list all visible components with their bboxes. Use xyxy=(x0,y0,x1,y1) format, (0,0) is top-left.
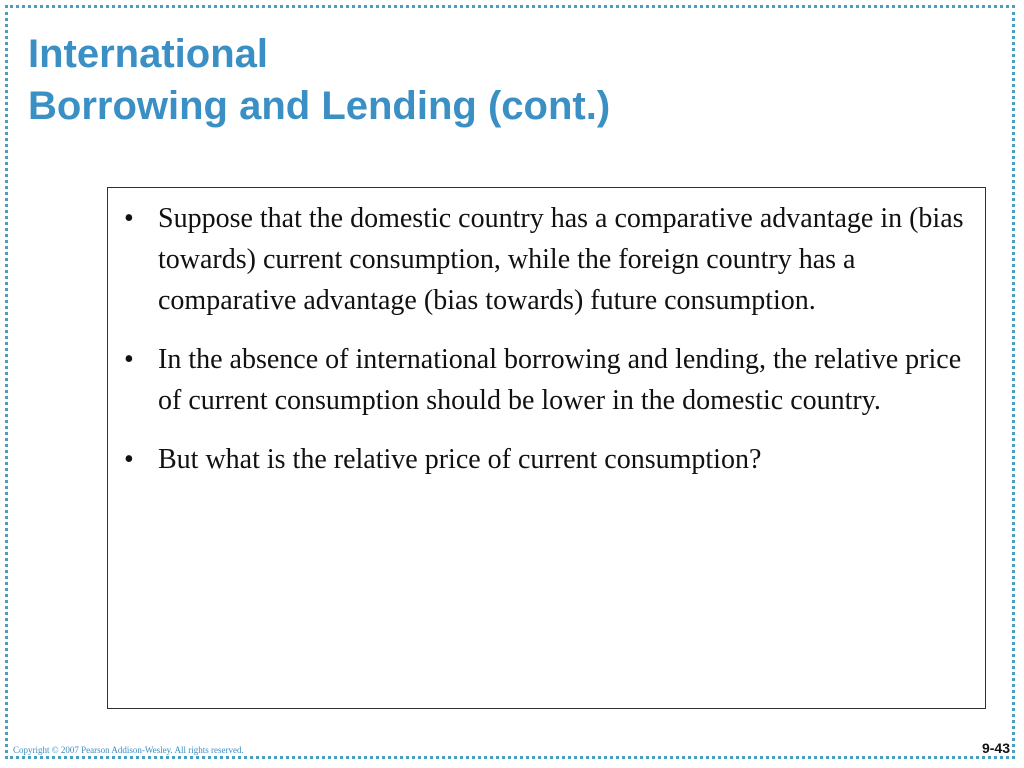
bullet-text: Suppose that the domestic country has a comparative advantage in (bias towards) current consumption, while the foreign country has a comparative advantage (bias towards) future consumption. xyxy=(158,203,964,316)
bullet-marker: • xyxy=(124,344,134,375)
bullet-marker: • xyxy=(124,444,134,475)
slide-title xyxy=(28,28,610,132)
bullet-text: But what is the relative price of current consumption? xyxy=(158,444,762,475)
content-box xyxy=(107,187,986,709)
copyright-notice: Copyright © 2007 Pearson Addison-Wesley. All rights reserved. xyxy=(13,745,244,755)
bullet-item xyxy=(118,439,978,480)
bullet-marker: • xyxy=(124,203,134,234)
bullet-text: In the absence of international borrowing and lending, the relative price of current consumption should be lower in the domestic country. xyxy=(158,344,962,416)
page-number: 9-43 xyxy=(981,740,1010,756)
title-line-2: Borrowing and Lending (cont.) xyxy=(28,84,611,128)
title-line-1: International xyxy=(28,32,269,76)
bullet-item xyxy=(118,198,978,321)
bullet-item xyxy=(118,339,978,421)
bullet-list xyxy=(118,198,978,498)
